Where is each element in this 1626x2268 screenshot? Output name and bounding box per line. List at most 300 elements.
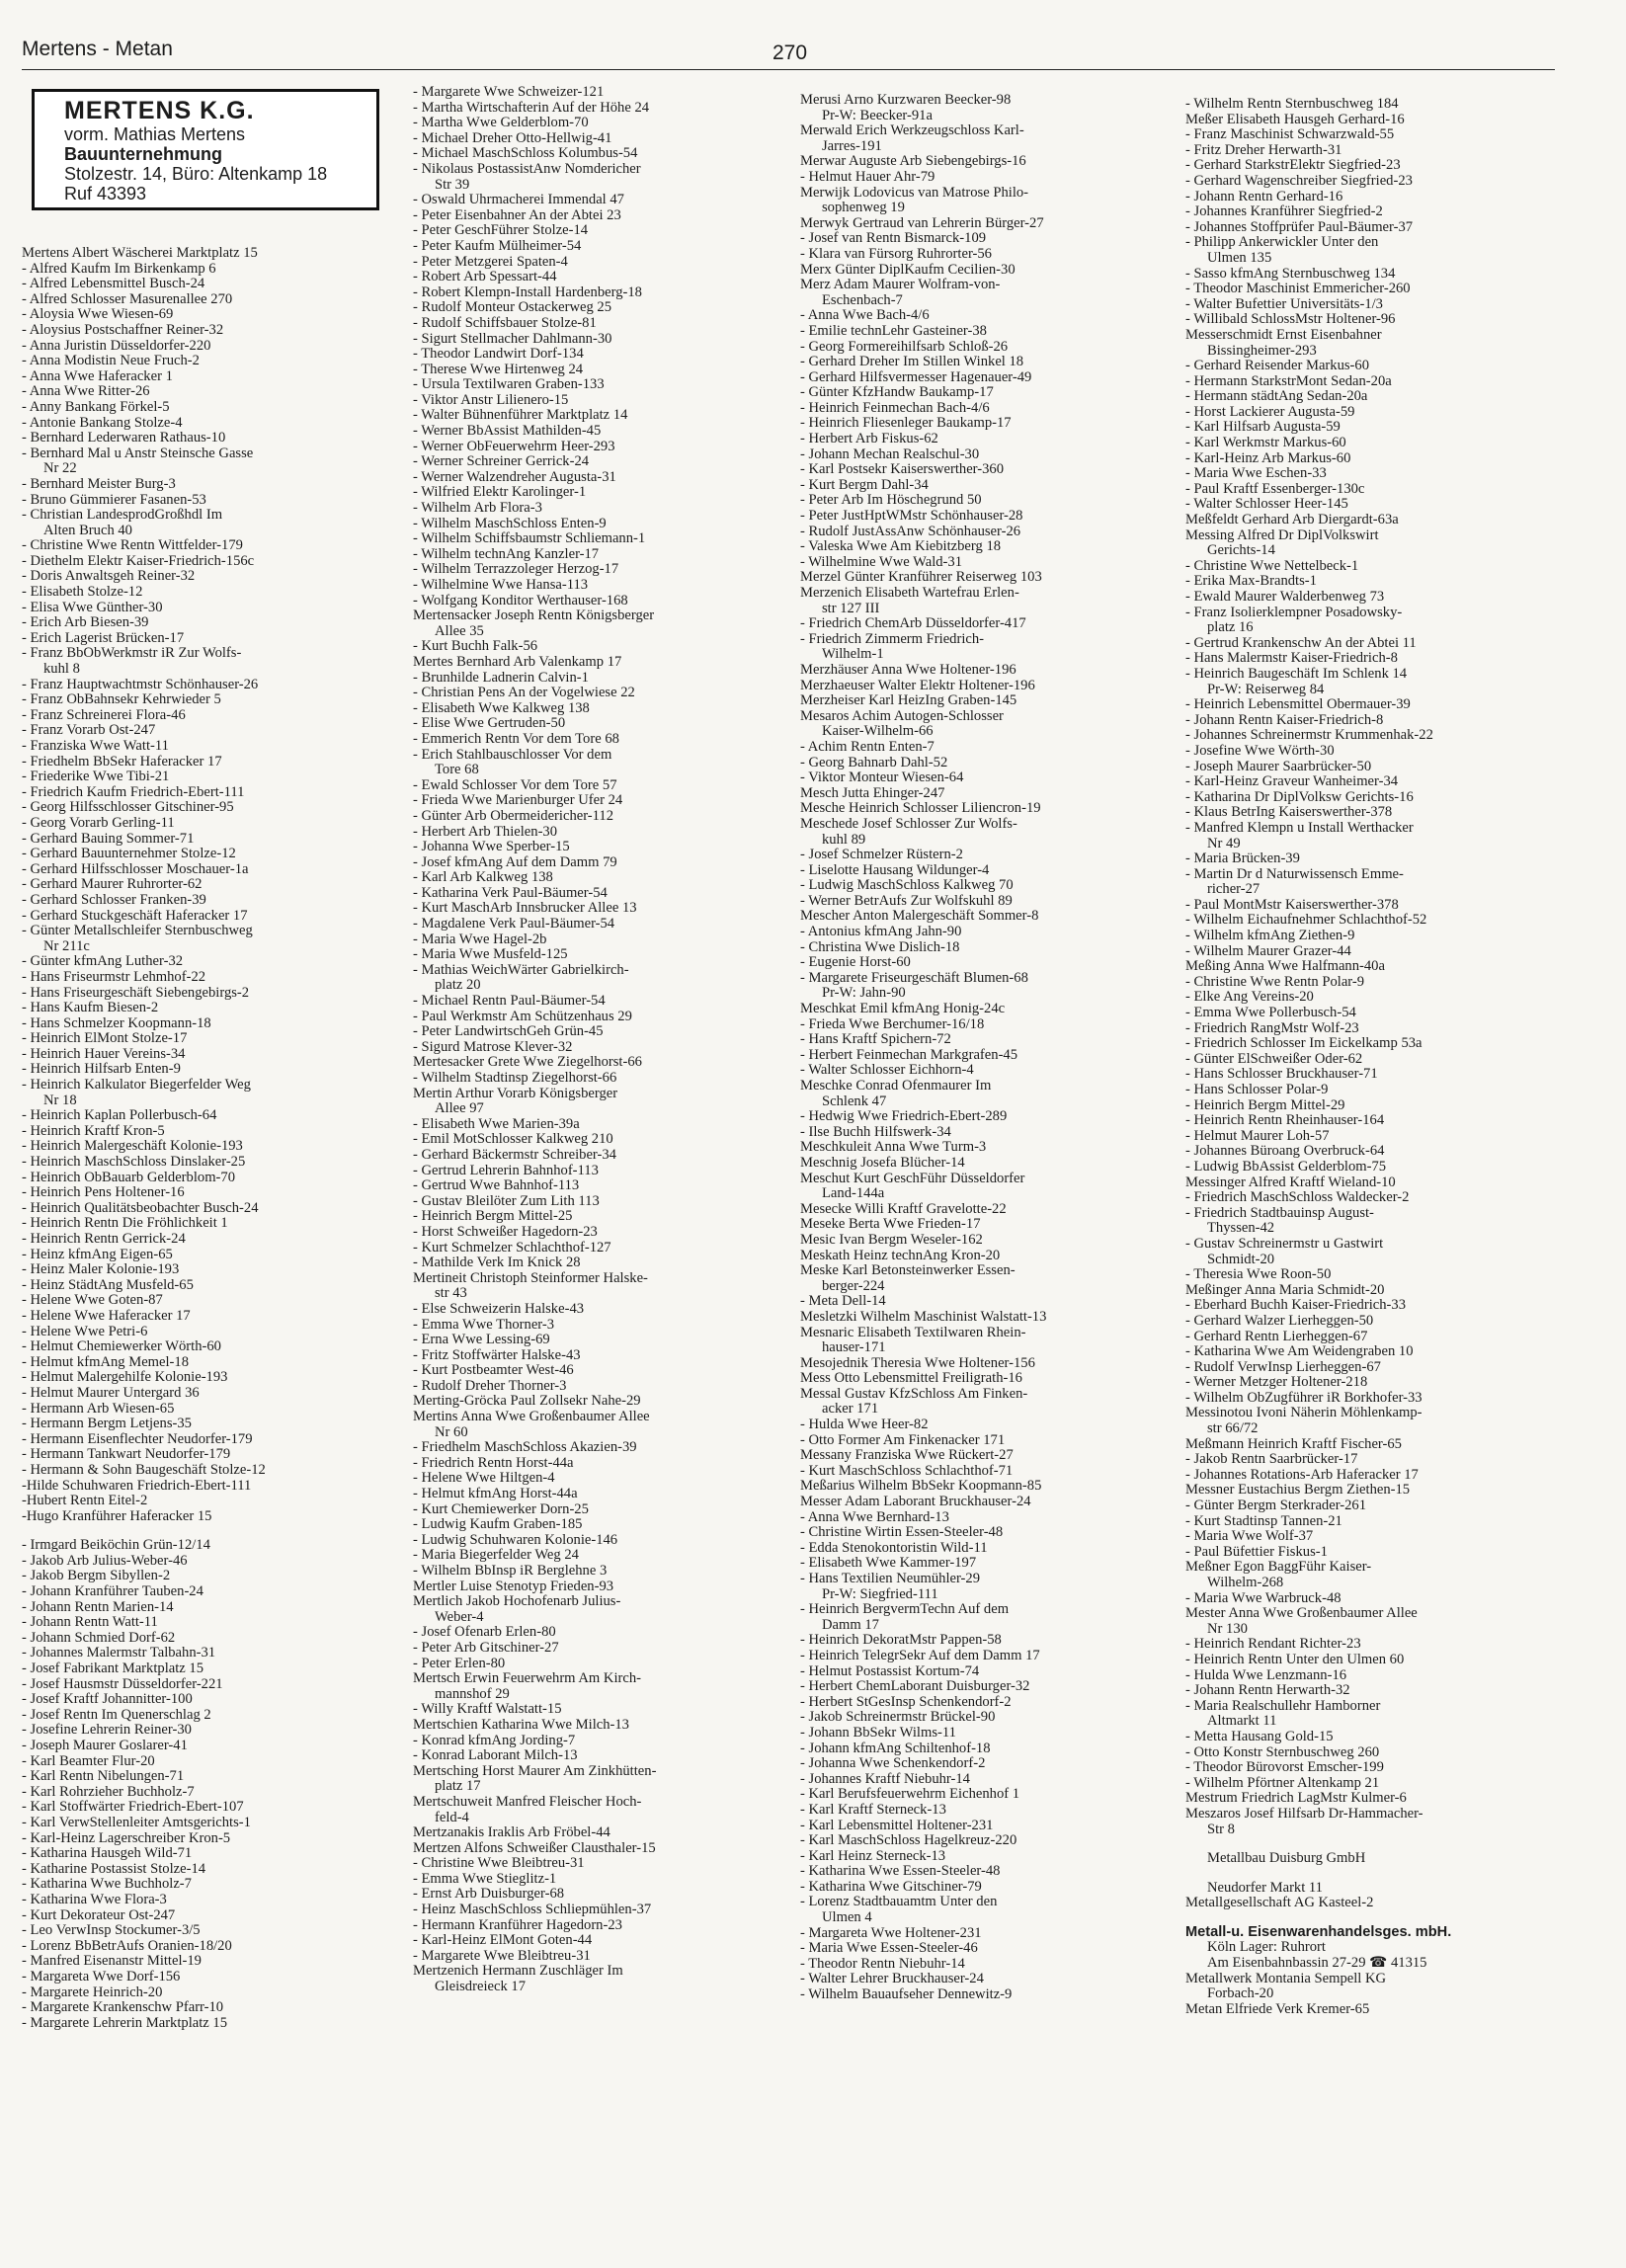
- directory-entry: - Peter JustHptWMstr Schönhauser-28: [800, 509, 1023, 525]
- directory-entry: - Karl Berufsfeuerwehrm Eichenhof 1: [800, 1787, 1020, 1803]
- directory-entry: - Hermann Tankwart Neudorfer-179: [22, 1447, 231, 1463]
- directory-entry: - Wilhelm MaschSchloss Enten-9: [413, 516, 607, 531]
- directory-entry: - Franz Isolierklempner Posadowsky-: [1185, 605, 1403, 620]
- directory-entry: - Werner Walzendreher Augusta-31: [413, 469, 616, 485]
- directory-entry: - Ewald Schlosser Vor dem Tore 57: [413, 777, 617, 793]
- directory-entry: - Wilhelmine Wwe Wald-31: [800, 554, 963, 570]
- directory-entry: - Wilhelm technAng Kanzler-17: [413, 546, 600, 562]
- directory-entry: - Fritz Dreher Herwarth-31: [1185, 142, 1342, 158]
- directory-entry: - Erna Wwe Lessing-69: [413, 1333, 550, 1348]
- directory-entry: Messal Gustav KfzSchloss Am Finken-: [800, 1386, 1028, 1402]
- directory-entry: - Rudolf Monteur Ostackerweg 25: [413, 300, 612, 316]
- directory-entry: - Helene Wwe Haferacker 17: [22, 1308, 191, 1324]
- directory-entry: - Heinrich Lebensmittel Obermauer-39: [1185, 697, 1411, 713]
- directory-entry: - Johann Rentn Gerhard-16: [1185, 189, 1343, 204]
- directory-entry: - Leo VerwInsp Stockumer-3/5: [22, 1923, 201, 1939]
- directory-entry: - Gerhard Reisender Markus-60: [1185, 359, 1370, 374]
- directory-entry: - Nikolaus PostassistAnw Nomdericher: [413, 161, 641, 177]
- directory-entry: - Maria Wwe Musfeld-125: [413, 947, 568, 963]
- directory-entry: -Hubert Rentn Eitel-2: [22, 1494, 148, 1509]
- directory-entry: - Wolfgang Konditor Werthauser-168: [413, 593, 628, 608]
- column-1: [22, 89, 389, 2031]
- directory-entry: - Helmut kfmAng Memel-18: [22, 1354, 190, 1370]
- directory-entry: Mertins Anna Wwe Großenbaumer Allee: [413, 1410, 650, 1425]
- directory-entry: - Heinrich Rentn Gerrick-24: [22, 1232, 186, 1247]
- directory-entry: - Viktor Anstr Lilienero-15: [413, 392, 569, 408]
- directory-entry: - Theodor Rentn Niebuhr-14: [800, 1956, 965, 1972]
- directory-entry: - Hermann Kranführer Hagedorn-23: [413, 1917, 622, 1933]
- directory-entry: - Manfred Klempn u Install Werthacker: [1185, 820, 1414, 836]
- directory-entry: - Wilhelm Arb Flora-3: [413, 501, 542, 517]
- directory-entry: Meschnig Josefa Blücher-14: [800, 1155, 965, 1171]
- directory-entry-continuation: Pr-W: Siegfried-111: [822, 1586, 938, 1602]
- directory-entry: - Kurt MaschArb Innsbrucker Allee 13: [413, 901, 637, 917]
- directory-entry: - Maria Brücken-39: [1185, 851, 1300, 867]
- directory-entry: - Theodor Maschinist Emmericher-260: [1185, 282, 1411, 297]
- directory-entry: - Josef kfmAng Auf dem Damm 79: [413, 854, 617, 870]
- directory-entry: - Friedrich ChemArb Düsseldorfer-417: [800, 616, 1026, 632]
- directory-entry: - Magdalene Verk Paul-Bäumer-54: [413, 917, 615, 932]
- directory-entry: Mesecke Willi Kraftf Gravelotte-22: [800, 1201, 1007, 1217]
- directory-entry: - Kurt Postbeamter West-46: [413, 1363, 574, 1379]
- directory-entry: -Hugo Kranführer Haferacker 15: [22, 1508, 212, 1524]
- directory-entry-continuation: richer-27: [1207, 882, 1260, 898]
- directory-entry-continuation: Neudorfer Markt 11: [1207, 1880, 1323, 1896]
- directory-entry: - Josef Fabrikant Marktplatz 15: [22, 1661, 203, 1677]
- directory-entry: - Meta Dell-14: [800, 1294, 886, 1310]
- directory-entry: - Josef Rentn Im Quenerschlag 2: [22, 1707, 211, 1723]
- directory-entry: Meske Karl Betonsteinwerker Essen-: [800, 1263, 1016, 1279]
- directory-entry-continuation: Str 8: [1207, 1822, 1235, 1837]
- directory-entry: - Hans Schmelzer Koopmann-18: [22, 1015, 211, 1031]
- directory-entry: - Christine Wirtin Essen-Steeler-48: [800, 1525, 1004, 1541]
- directory-entry: - Ernst Arb Duisburger-68: [413, 1887, 565, 1903]
- directory-entry: - Gerhard Bäckermstr Schreiber-34: [413, 1147, 616, 1163]
- directory-entry: - Joseph Maurer Goslarer-41: [22, 1739, 188, 1753]
- directory-entry: - Jakob Rentn Saarbrücker-17: [1185, 1452, 1358, 1468]
- directory-entry: - Karl Arb Kalkweg 138: [413, 870, 553, 886]
- directory-entry: Meschut Kurt GeschFühr Düsseldorfer: [800, 1171, 1025, 1186]
- directory-entry: - Jakob Bergm Sibyllen-2: [22, 1569, 171, 1584]
- directory-entry: - Elise Wwe Gertruden-50: [413, 716, 566, 732]
- directory-entry: - Heinz StädtAng Musfeld-65: [22, 1277, 194, 1293]
- directory-entry: - Christine Wwe Rentn Polar-9: [1185, 974, 1365, 990]
- directory-entry: - Gerhard Schlosser Franken-39: [22, 892, 206, 908]
- directory-entry: - Karl Kraftf Sterneck-13: [800, 1802, 946, 1818]
- directory-entry: - Else Schweizerin Halske-43: [413, 1301, 585, 1317]
- directory-entry: Mesnaric Elisabeth Textilwaren Rhein-: [800, 1325, 1026, 1340]
- directory-entry: - Wilhelm Rentn Sternbuschweg 184: [1185, 97, 1399, 112]
- directory-entry: - Karl-Heinz ElMont Goten-44: [413, 1933, 593, 1949]
- directory-entry: Mertsching Horst Maurer Am Zinkhütten-: [413, 1763, 657, 1779]
- directory-entry: - Walter Bufettier Universitäts-1/3: [1185, 296, 1383, 312]
- directory-entry: - Katharina Wwe Buchholz-7: [22, 1877, 192, 1893]
- directory-entry: - Anna Wwe Haferacker 1: [22, 368, 173, 384]
- directory-entry: Mertzenich Hermann Zuschläger Im: [413, 1964, 623, 1980]
- directory-entry: - Sigurd Matrose Klever-32: [413, 1039, 573, 1055]
- directory-entry: Meßinger Anna Maria Schmidt-20: [1185, 1282, 1385, 1298]
- directory-entry: - Margareta Wwe Dorf-156: [22, 1969, 181, 1984]
- directory-entry: - Peter Arb Im Höschegrund 50: [800, 493, 982, 509]
- directory-entry: - Gerhard Wagenschreiber Siegfried-23: [1185, 173, 1413, 189]
- directory-entry: - Karl-Heinz Lagerschreiber Kron-5: [22, 1830, 231, 1846]
- directory-entry: - Josef van Rentn Bismarck-109: [800, 231, 987, 247]
- directory-entry: Mertensacker Joseph Rentn Königsberger: [413, 608, 655, 624]
- directory-entry: - Rudolf Dreher Thorner-3: [413, 1378, 567, 1394]
- directory-entry-continuation: Forbach-20: [1207, 1986, 1274, 2002]
- directory-entry: - Walter Schlosser Heer-145: [1185, 497, 1348, 513]
- directory-entry: - Heinz Maler Kolonie-193: [22, 1262, 180, 1278]
- directory-entry-continuation: Schlenk 47: [822, 1094, 887, 1109]
- advertisement-box: [32, 89, 379, 210]
- directory-entry: - Peter Arb Gitschiner-27: [413, 1640, 559, 1656]
- directory-entry: - Margareta Wwe Holtener-231: [800, 1925, 982, 1941]
- directory-entry: - Gerhard Dreher Im Stillen Winkel 18: [800, 355, 1024, 370]
- directory-entry: - Friederike Wwe Tibi-21: [22, 770, 170, 785]
- directory-entry: - Heinrich Fliesenleger Baukamp-17: [800, 416, 1012, 432]
- directory-entry: - Wilhelm Bauaufseher Dennewitz-9: [800, 1987, 1013, 2003]
- directory-entry: Meschkuleit Anna Wwe Turm-3: [800, 1140, 987, 1156]
- directory-entry-continuation: Thyssen-42: [1207, 1221, 1275, 1237]
- directory-entry: Mesojednik Theresia Wwe Holtener-156: [800, 1355, 1035, 1371]
- directory-entry: - Karl Hilfsarb Augusta-59: [1185, 420, 1341, 436]
- directory-entry: - Hermann & Sohn Baugeschäft Stolze-12: [22, 1462, 266, 1478]
- directory-entry: - Maria Biegerfelder Weg 24: [413, 1548, 579, 1564]
- directory-entry: - Friedrich RangMstr Wolf-23: [1185, 1020, 1359, 1036]
- directory-entry: Meßer Elisabeth Hausgeh Gerhard-16: [1185, 112, 1405, 127]
- directory-entry: - Johanna Wwe Schenkendorf-2: [800, 1756, 986, 1772]
- directory-entry: - Peter Metzgerei Spaten-4: [413, 254, 568, 270]
- directory-entry: Mesaros Achim Autogen-Schlosser: [800, 708, 1004, 724]
- directory-entry: - Jakob Schreinermstr Brückel-90: [800, 1710, 996, 1726]
- directory-entry: Merzel Günter Kranführer Reiserweg 103: [800, 570, 1042, 586]
- directory-entry: - Martha Wwe Gelderblom-70: [413, 116, 589, 131]
- directory-entry-continuation: Alten Bruch 40: [43, 523, 132, 538]
- directory-entry: Merzhäuser Anna Wwe Holtener-196: [800, 662, 1016, 678]
- directory-entry: - Gerhard StarkstrElektr Siegfried-23: [1185, 158, 1401, 174]
- directory-entry: - Robert Arb Spessart-44: [413, 270, 557, 285]
- directory-entry-continuation: Eschenbach-7: [822, 292, 903, 308]
- directory-entry-continuation: acker 171: [822, 1402, 879, 1418]
- directory-entry: - Johann Schmied Dorf-62: [22, 1630, 176, 1646]
- directory-entry: - Hedwig Wwe Friedrich-Ebert-289: [800, 1109, 1008, 1125]
- directory-entry: - Hans Malermstr Kaiser-Friedrich-8: [1185, 651, 1398, 667]
- directory-entry: - Paul MontMstr Kaiserswerther-378: [1185, 897, 1399, 913]
- directory-entry: Messany Franziska Wwe Rückert-27: [800, 1448, 1014, 1464]
- directory-entry: - Liselotte Hausang Wildunger-4: [800, 862, 990, 878]
- directory-entry: - Friedrich Zimmerm Friedrich-: [800, 631, 985, 647]
- directory-entry: - Wilhelm Eichaufnehmer Schlachthof-52: [1185, 913, 1427, 929]
- directory-entry: - Anna Wwe Ritter-26: [22, 384, 150, 400]
- directory-entry: Merwijk Lodovicus van Matrose Philo-: [800, 185, 1029, 201]
- directory-entry-continuation: Pr-W: Reiserweg 84: [1207, 682, 1325, 697]
- directory-entry: - Helmut Chemiewerker Wörth-60: [22, 1339, 221, 1355]
- directory-entry-continuation: Tore 68: [435, 763, 479, 778]
- directory-entry: - Johannes Büroang Overbruck-64: [1185, 1144, 1385, 1160]
- directory-entry: - Erich Lagerist Brücken-17: [22, 630, 185, 646]
- directory-entry: - Michael Rentn Paul-Bäumer-54: [413, 994, 606, 1010]
- directory-entry: - Sasso kfmAng Sternbuschweg 134: [1185, 266, 1396, 282]
- directory-entry: - Ludwig Schuhwaren Kolonie-146: [413, 1532, 618, 1548]
- directory-entry: - Theresia Wwe Roon-50: [1185, 1267, 1332, 1283]
- directory-entry: - Johannes Malermstr Talbahn-31: [22, 1646, 216, 1661]
- directory-entry: Mertsch Erwin Feuerwehrm Am Kirch-: [413, 1671, 642, 1687]
- directory-entry: - Christian Pens An der Vogelwiese 22: [413, 686, 635, 701]
- directory-entry: - Hulda Wwe Heer-82: [800, 1418, 929, 1433]
- directory-entry: - Werner BetrAufs Zur Wolfskuhl 89: [800, 893, 1013, 909]
- directory-entry: - Johann Rentn Marien-14: [22, 1599, 174, 1615]
- directory-entry: - Katharine Postassist Stolze-14: [22, 1861, 206, 1877]
- ad-business-type: Bauunternehmung: [64, 144, 222, 164]
- directory-entry: - Bruno Gümmierer Fasanen-53: [22, 492, 206, 508]
- directory-entry: - Rudolf VerwInsp Lierheggen-67: [1185, 1359, 1381, 1375]
- directory-entry: - Gertrud Wwe Bahnhof-113: [413, 1178, 580, 1194]
- directory-entry: Meßner Egon BaggFühr Kaiser-: [1185, 1560, 1372, 1576]
- directory-entry: - Gertrud Krankenschw An der Abtei 11: [1185, 635, 1417, 651]
- directory-entry: - Karl Beamter Flur-20: [22, 1753, 155, 1769]
- directory-entry: - Otto Konstr Sternbuschweg 260: [1185, 1744, 1380, 1760]
- directory-entry: - Anny Bankang Förkel-5: [22, 399, 170, 415]
- directory-entry: - Heinz kfmAng Eigen-65: [22, 1247, 173, 1262]
- directory-entry: - Martha Wirtschafterin Auf der Höhe 24: [413, 100, 650, 116]
- directory-entry: - Gerhard Rentn Lierheggen-67: [1185, 1329, 1368, 1344]
- directory-entry: - Heinrich Rentn Unter den Ulmen 60: [1185, 1652, 1405, 1667]
- directory-entry: - Johann Rentn Herwarth-32: [1185, 1683, 1350, 1699]
- directory-entry: - Heinrich Rendant Richter-23: [1185, 1637, 1361, 1653]
- directory-entry: - Katharina Dr DiplVolksw Gerichts-16: [1185, 789, 1414, 805]
- directory-entry: - Hermann Bergm Letjens-35: [22, 1417, 192, 1432]
- directory-entry: - Metta Hausang Gold-15: [1185, 1729, 1334, 1744]
- directory-entry: - Josef Ofenarb Erlen-80: [413, 1625, 556, 1641]
- directory-entry: - Konrad Laborant Milch-13: [413, 1748, 578, 1764]
- directory-entry: - Helmut Maurer Loh-57: [1185, 1128, 1330, 1144]
- directory-entry: - Katharina Verk Paul-Bäumer-54: [413, 885, 608, 901]
- directory-entry: - Friedrich MaschSchloss Waldecker-2: [1185, 1190, 1410, 1206]
- directory-entry: - Margarete Krankenschw Pfarr-10: [22, 2000, 224, 2016]
- directory-entry: - Bernhard Lederwaren Rathaus-10: [22, 431, 226, 446]
- directory-entry: - Theodor Landwirt Dorf-134: [413, 347, 584, 363]
- directory-entry: - Wilhelm Terrazzoleger Herzog-17: [413, 562, 619, 578]
- ad-company-name: MERTENS K.G.: [64, 97, 255, 124]
- directory-entry: - Antonie Bankang Stolze-4: [22, 415, 183, 431]
- directory-entry: - Hermann StarkstrMont Sedan-20a: [1185, 373, 1392, 389]
- directory-entry: - Helmut Postassist Kortum-74: [800, 1663, 980, 1679]
- directory-entry: - Katharina Wwe Gitschiner-79: [800, 1879, 982, 1895]
- directory-entry: - Paul Werkmstr Am Schützenhaus 29: [413, 1009, 632, 1024]
- directory-entry: - Ludwig MaschSchloss Kalkweg 70: [800, 878, 1014, 894]
- directory-entry: - Willibald SchlossMstr Holtener-96: [1185, 312, 1396, 328]
- directory-entry: - Erich Stahlbauschlosser Vor dem: [413, 747, 612, 763]
- directory-entry: Mertin Arthur Vorarb Königsberger: [413, 1086, 618, 1101]
- directory-entry: - Johannes Kraftf Niebuhr-14: [800, 1771, 970, 1787]
- directory-entry: - Ludwig Kaufm Graben-185: [413, 1517, 583, 1533]
- directory-entry: - Werner Schreiner Gerrick-24: [413, 454, 590, 470]
- directory-entry: - Alfred Schlosser Masurenallee 270: [22, 291, 233, 307]
- directory-entry: - Brunhilde Ladnerin Calvin-1: [413, 670, 589, 686]
- directory-entry-highlight: Metall-u. Eisenwarenhandelsges. mbH.: [1185, 1924, 1452, 1940]
- directory-entry: - Wilhelmine Wwe Hansa-113: [413, 578, 589, 593]
- directory-entry-continuation: Allee 35: [435, 623, 484, 639]
- directory-entry: Mertes Bernhard Arb Valenkamp 17: [413, 654, 622, 670]
- directory-entry: - Therese Wwe Hirtenweg 24: [413, 362, 584, 377]
- directory-entry: - Hermann Arb Wiesen-65: [22, 1401, 175, 1417]
- directory-entry: - Frieda Wwe Marienburger Ufer 24: [413, 793, 623, 809]
- directory-entry: - Elisabeth Wwe Marien-39a: [413, 1116, 580, 1132]
- directory-entry-continuation: Nr 60: [435, 1424, 468, 1440]
- directory-entry: - Erika Max-Brandts-1: [1185, 574, 1317, 590]
- directory-entry: - Anna Modistin Neue Fruch-2: [22, 354, 200, 369]
- directory-entry: - Emma Wwe Pollerbusch-54: [1185, 1006, 1356, 1021]
- directory-entry-continuation: platz 17: [435, 1779, 481, 1795]
- directory-entry: - Joseph Maurer Saarbrücker-50: [1185, 759, 1372, 774]
- directory-entry: - Wilhelm kfmAng Ziethen-9: [1185, 929, 1355, 944]
- directory-entry: - Herbert StGesInsp Schenkendorf-2: [800, 1694, 1012, 1710]
- directory-entry: Mesch Jutta Ehinger-247: [800, 785, 945, 801]
- directory-entry-continuation: platz 20: [435, 978, 481, 994]
- directory-entry: Meseke Berta Wwe Frieden-17: [800, 1217, 981, 1233]
- directory-entry-continuation: Pr-W: Beecker-91a: [822, 108, 933, 123]
- directory-entry: Mesletzki Wilhelm Maschinist Walstatt-13: [800, 1309, 1047, 1325]
- directory-entry: - Elisabeth Wwe Kalkweg 138: [413, 700, 590, 716]
- directory-entry: - Theodor Bürovorst Emscher-199: [1185, 1760, 1384, 1776]
- directory-entry-continuation: Nr 22: [43, 461, 77, 477]
- directory-entry: - Horst Lackierer Augusta-59: [1185, 404, 1355, 420]
- directory-entry: - Bernhard Mal u Anstr Steinsche Gasse: [22, 446, 254, 461]
- directory-entry: - Heinz MaschSchloss Schliepmühlen-37: [413, 1903, 652, 1918]
- directory-entry-continuation: Allee 97: [435, 1101, 484, 1117]
- directory-entry: Merusi Arno Kurzwaren Beecker-98: [800, 93, 1012, 108]
- directory-entry: - Michael MaschSchloss Kolumbus-54: [413, 146, 638, 162]
- directory-entry: - Heinrich Baugeschäft Im Schlenk 14: [1185, 666, 1408, 682]
- directory-entry: - Eberhard Buchh Kaiser-Friedrich-33: [1185, 1298, 1406, 1314]
- directory-entry: - Josefine Lehrerin Reiner-30: [22, 1723, 192, 1739]
- directory-entry: Mesic Ivan Bergm Weseler-162: [800, 1232, 983, 1248]
- directory-entry: - Heinrich ObBauarb Gelderblom-70: [22, 1170, 235, 1185]
- directory-entry: Mertler Luise Stenotyp Frieden-93: [413, 1579, 614, 1594]
- directory-entry: - Herbert Arb Fiskus-62: [800, 432, 938, 447]
- directory-entry: - Ursula Textilwaren Graben-133: [413, 377, 605, 393]
- directory-entry: Mertschien Katharina Wwe Milch-13: [413, 1717, 629, 1733]
- directory-entry: - Emma Wwe Thorner-3: [413, 1317, 555, 1333]
- directory-entry: - Johann Kranführer Tauben-24: [22, 1584, 203, 1600]
- directory-entry: - Johannes Kranführer Siegfried-2: [1185, 204, 1383, 220]
- directory-entry-continuation: Gerichts-14: [1207, 543, 1275, 559]
- column-3: [800, 93, 1168, 2003]
- directory-entry: - Helmut kfmAng Horst-44a: [413, 1487, 578, 1502]
- directory-entry: - Margarete Wwe Bleibtreu-31: [413, 1948, 591, 1964]
- directory-entry-continuation: feld-4: [435, 1810, 469, 1825]
- directory-entry-continuation: Nr 18: [43, 1093, 77, 1108]
- directory-entry: - Wilhelm Maurer Grazer-44: [1185, 943, 1351, 959]
- directory-entry: - Gerhard Hilfsvermesser Hagenauer-49: [800, 369, 1032, 385]
- directory-entry: - Katharina Hausgeh Wild-71: [22, 1846, 193, 1862]
- directory-entry: - Gerhard Hilfsschlosser Moschauer-1a: [22, 861, 249, 877]
- directory-entry: - Peter Erlen-80: [413, 1656, 506, 1671]
- directory-entry-continuation: Ulmen 4: [822, 1910, 872, 1926]
- directory-entry-continuation: Wilhelm-1: [822, 647, 884, 663]
- directory-entry: - Kurt Schmelzer Schlachthof-127: [413, 1240, 611, 1256]
- directory-entry: - Hermann städtAng Sedan-20a: [1185, 389, 1368, 405]
- directory-entry: Messinotou Ivoni Näherin Möhlenkamp-: [1185, 1406, 1423, 1421]
- header-range: Mertens - Metan: [22, 38, 173, 60]
- directory-entry: - Ilse Buchh Hilfswerk-34: [800, 1124, 951, 1140]
- spacer: [1185, 1867, 1553, 1881]
- directory-entry: - Willy Kraftf Walstatt-15: [413, 1702, 562, 1718]
- directory-entry: Merzheiser Karl HeizIng Graben-145: [800, 693, 1017, 709]
- directory-entry-continuation: Weber-4: [435, 1609, 484, 1625]
- directory-entry: - Wilfried Elektr Karolinger-1: [413, 485, 587, 501]
- directory-entry: - Otto Former Am Finkenacker 171: [800, 1432, 1006, 1448]
- directory-entry: - Heinrich Bergm Mittel-29: [1185, 1097, 1345, 1113]
- directory-entry: Meschede Josef Schlosser Zur Wolfs-: [800, 816, 1017, 832]
- directory-entry: - Hans Schlosser Bruckhauser-71: [1185, 1067, 1378, 1083]
- directory-entry: - Günter kfmAng Luther-32: [22, 954, 184, 970]
- directory-entry: - Werner BbAssist Mathilden-45: [413, 424, 602, 440]
- directory-entry: - Valeska Wwe Am Kiebitzberg 18: [800, 539, 1002, 555]
- directory-entry: - Emma Wwe Stieglitz-1: [413, 1871, 557, 1887]
- directory-entry: Messner Eustachius Bergm Ziethen-15: [1185, 1483, 1411, 1498]
- ad-phone: Ruf 43393: [64, 184, 147, 203]
- directory-entry: - Franziska Wwe Watt-11: [22, 739, 169, 754]
- directory-entry: - Klaus BetrIng Kaiserswerther-378: [1185, 805, 1393, 821]
- directory-entry: - Karl-Heinz Arb Markus-60: [1185, 450, 1351, 466]
- directory-entry: Meschke Conrad Ofenmaurer Im: [800, 1079, 992, 1094]
- directory-entry: - Josef Schmelzer Rüstern-2: [800, 848, 963, 863]
- directory-entry: Meszaros Josef Hilfsarb Dr-Hammacher-: [1185, 1806, 1423, 1822]
- directory-entry: - Georg Bahnarb Dahl-52: [800, 755, 948, 770]
- directory-entry: Meßfeldt Gerhard Arb Diergardt-63a: [1185, 513, 1399, 528]
- directory-entry: Mertschuweit Manfred Fleischer Hoch-: [413, 1794, 642, 1810]
- directory-entry: - Georg Hilfsschlosser Gitschiner-95: [22, 800, 234, 816]
- directory-entry: - Achim Rentn Enten-7: [800, 739, 935, 755]
- directory-entry: - Gerhard Stuckgeschäft Haferacker 17: [22, 908, 248, 924]
- directory-entry: - Johann Mechan Realschul-30: [800, 446, 980, 462]
- directory-entry-continuation: Jarres-191: [822, 138, 882, 154]
- column-1-entries: [22, 246, 389, 2031]
- directory-entry: - Wilhelm BbInsp iR Berglehne 3: [413, 1564, 608, 1579]
- directory-entry: - Aloysia Wwe Wiesen-69: [22, 307, 174, 323]
- directory-entry: - Martin Dr d Naturwissensch Emme-: [1185, 866, 1404, 882]
- directory-entry: - Margarete Lehrerin Marktplatz 15: [22, 2015, 228, 2031]
- directory-entry-continuation: kuhl 8: [43, 662, 80, 678]
- directory-entry: - Franz Hauptwachtmstr Schönhauser-26: [22, 677, 259, 692]
- ad-former-name: vorm. Mathias Mertens: [64, 124, 246, 144]
- directory-entry: - Helene Wwe Petri-6: [22, 1324, 148, 1339]
- directory-entry: Meschkat Emil kfmAng Honig-24c: [800, 1002, 1006, 1017]
- directory-entry: - Peter Kaufm Mülheimer-54: [413, 238, 582, 254]
- directory-entry: Merz Adam Maurer Wolfram-von-: [800, 278, 1001, 293]
- directory-entry: - Hans Schlosser Polar-9: [1185, 1083, 1329, 1097]
- directory-entry: - Friedrich Schlosser Im Eickelkamp 53a: [1185, 1036, 1423, 1052]
- directory-entry: Mertzanakis Iraklis Arb Fröbel-44: [413, 1825, 610, 1841]
- directory-entry: - Heinrich Kaplan Pollerbusch-64: [22, 1108, 217, 1124]
- directory-entry: - Philipp Ankerwickler Unter den: [1185, 235, 1379, 251]
- column-4-entries: [1185, 97, 1553, 2017]
- directory-entry: - Wilhelm ObZugführer iR Borkhofer-33: [1185, 1390, 1423, 1406]
- directory-entry: - Kurt Stadtinsp Tannen-21: [1185, 1513, 1342, 1529]
- directory-entry: - Oswald Uhrmacherei Immendal 47: [413, 193, 624, 208]
- directory-entry: - Franz Vorarb Ost-247: [22, 723, 156, 739]
- directory-entry: - Doris Anwaltsgeh Reiner-32: [22, 569, 196, 585]
- directory-entry: Metallgesellschaft AG Kasteel-2: [1185, 1896, 1374, 1911]
- directory-entry: - Karl VerwStellenleiter Amtsgerichts-1: [22, 1815, 251, 1830]
- directory-entry: Meßing Anna Wwe Halfmann-40a: [1185, 959, 1385, 975]
- directory-entry: - Horst Schweißer Hagedorn-23: [413, 1224, 598, 1240]
- directory-entry-continuation: Wilhelm-268: [1207, 1576, 1284, 1590]
- directory-entry: Mester Anna Wwe Großenbaumer Allee: [1185, 1606, 1418, 1622]
- directory-entry: - Günter ElSchweißer Oder-62: [1185, 1051, 1363, 1067]
- directory-entry-continuation: Nr 211c: [43, 938, 90, 954]
